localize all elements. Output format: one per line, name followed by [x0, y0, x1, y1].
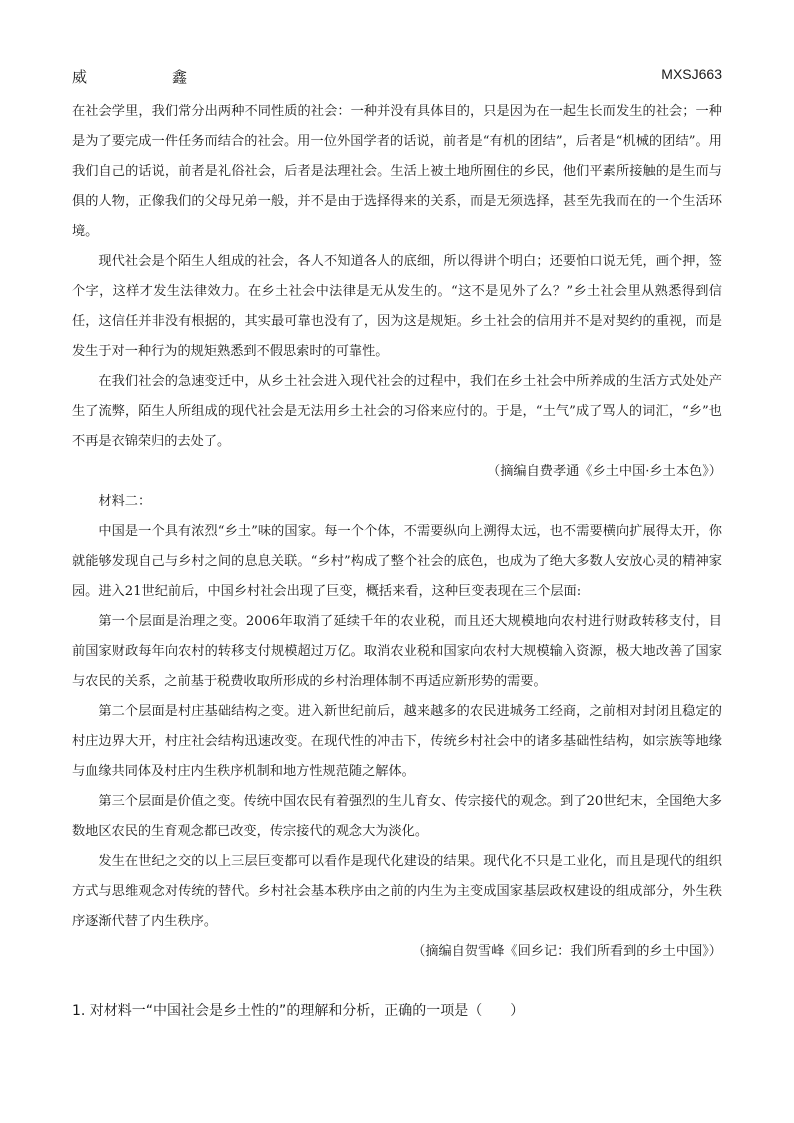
material2-paragraph-5: 发生在世纪之交的以上三层巨变都可以看作是现代化建设的结果。现代化不只是工业化，而且是现代的组织方式与思维观念对传统的替代。乡村社会基本秩序由之前的内生为主变成国家基层政权建设的组成部分，外生秩序逐渐代替了内生秩序。 [72, 854, 722, 929]
material1-source: （摘编自费孝通《乡土中国·乡土本色》） [487, 464, 722, 479]
material1-paragraph-1: 在社会学里，我们常分出两种不同性质的社会：一种并没有具体目的，只是因为在一起生长而发生的社会；一种是为了要完成一件任务而结合的社会。用一位外国学者的话说，前者是“有机的团结”，后者是“机械的团结”。用我们自己的话说，前者是礼俗社会，后者是法理社会。生活上被土地所囿住的乡民，他们平素所接触的是生而与俱的人物，正像我们的父母兄弟一般，并不是由于选择得来的关系，而是无须选择，甚至先我而在的一个生活环境。 [72, 104, 722, 239]
header-middle-char: 鑫 [172, 68, 188, 86]
material1-paragraph-2: 现代社会是个陌生人组成的社会，各人不知道各人的底细，所以得讲个明白；还要怕口说无凭，画个押，签个字，这样才发生法律效力。在乡土社会中法律是无从发生的。“这不是见外了么？”乡土社会里从熟悉得到信任，这信任并非没有根据的，其实最可靠也没有了，因为这是规矩。乡土社会的信用并不是对契约的重视，而是发生于对一种行为的规矩熟悉到不假思索时的可靠性。 [72, 254, 722, 359]
article-body [72, 97, 722, 967]
material2-paragraph-4: 第三个层面是价值之变。传统中国农民有着强烈的生儿育女、传宗接代的观念。到了20世纪末，全国绝大多数地区农民的生育观念都已改变，传宗接代的观念大为淡化。 [72, 794, 722, 839]
header-left-char: 威 [72, 68, 88, 86]
material2-paragraph-3: 第二个层面是村庄基础结构之变。进入新世纪前后，越来越多的农民进城务工经商，之前相对封闭且稳定的村庄边界大开，村庄社会结构迅速改变。在现代性的冲击下，传统乡村社会中的诸多基础性结构，如宗族等地缘与血缘共同体及村庄内生秩序机制和地方性规范随之解体。 [72, 704, 722, 779]
material2-paragraph-2: 第一个层面是治理之变。2006年取消了延续千年的农业税，而且还大规模地向农村进行财政转移支付，目前国家财政每年向农村的转移支付规模超过万亿。取消农业税和国家向农村大规模输入资源，极大地改善了国家与农民的关系，之前基于税费收取所形成的乡村治理体制不再适应新形势的需要。 [72, 614, 722, 689]
material2-source: （摘编自贺雪峰《回乡记：我们所看到的乡土中国》） [412, 944, 722, 959]
material2-paragraph-1: 中国是一个具有浓烈“乡土”味的国家。每一个个体，不需要纵向上溯得太远，也不需要横向扩展得太开，你就能够发现自己与乡村之间的息息关联。“乡村”构成了整个社会的底色，也成为了绝大多数人安放心灵的精神家园。进入21世纪前后，中国乡村社会出现了巨变，概括来看，这种巨变表现在三个层面: [72, 524, 722, 599]
material2-heading: 材料二： [98, 494, 152, 509]
document-code: MXSJ663 [661, 66, 722, 82]
page-header [72, 66, 722, 88]
question-1: 1. 对材料一“中国社会是乡土性的”的理解和分析，正确的一项是（ ） [72, 1003, 525, 1019]
material1-paragraph-3: 在我们社会的急速变迁中，从乡土社会进入现代社会的过程中，我们在乡土社会中所养成的生活方式处处产生了流弊，陌生人所组成的现代社会是无法用乡土社会的习俗来应付的。于是，“土气”成了骂人的词汇，“乡”也不再是衣锦荣归的去处了。 [72, 374, 722, 449]
